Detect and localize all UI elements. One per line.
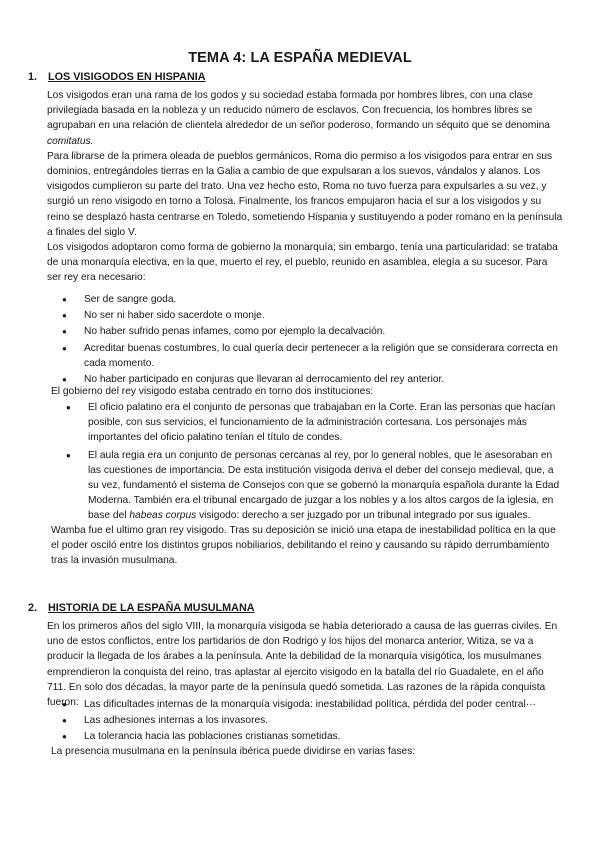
paragraph: Los visigodos eran una rama de los godos y su sociedad estaba formada por hombres libres, con una clase privilegiada basada en la nobleza y un reducido número de esclavos. Con frecuencia, los hombres libres se agrupaban en una relación de clientela alrededor de un señor poderoso, formando un séquito que se denomina comitatus. [47, 90, 550, 147]
section-1-number: 1. [28, 71, 38, 83]
list-item: ● No haber participado en conjuras que llevaran al derrocamiento del rey anterior. [54, 372, 559, 387]
list-item: ● No haber sufrido penas infames, como por ejemplo la decalvación. [54, 324, 559, 339]
section-1-body [47, 88, 563, 286]
instituciones-list [58, 400, 560, 524]
requisitos-list [54, 292, 559, 387]
list-item: ● Ser de sangre goda. [54, 292, 559, 307]
paragraph: Para librarse de la primera oleada de pueblos germánicos, Roma dio permiso a los visigodos para entrar en sus dominios, entregándoles tierras en la Galia a cambio de que expulsaran a los suevos, vándalos y alanos. Los visigodos cumplieron su parte del trato. Una vez hecho esto, Roma no tuvo fuerza para expulsarles a su vez, y surgió un reno visigodo en torno a Tolosa. Finalmente, los francos empujaron hacia el sur a los visigodos y su reino se desplazó hasta centrarse en Toledo, sometiendo Hispania y sustituyendo a poder romano en la península a finales del siglo V. [47, 150, 563, 238]
section-2-number: 2. [28, 602, 38, 614]
section-2-heading [28, 602, 255, 614]
instituciones-list-wrap [58, 400, 560, 524]
list-item: ● No ser ni haber sido sacerdote o monje. [54, 308, 559, 323]
section-1-heading [28, 71, 206, 83]
list-item: ● Las dificultades internas de la monarquía visigoda: inestabilidad política, pérdida del poder central··· [54, 697, 559, 712]
requisitos-list-wrap [54, 292, 559, 387]
list-item: ● Las adhesiones internas a los invasores. [54, 713, 559, 728]
list-item: ● El aula regia era un conjunto de personas cercanas al rey, por lo general nobles, que le asesoraban en las cuestiones de importancia. De esta institución visigoda deriva el deber del consejo medieval, que, a su vez, fundamentó el sistema de Consejos con que se gobernó la monarquía española durante la Edad Moderna. También era el tribunal encargado de juzgar a los nobles y a los altos cargos de la iglesia, en base del habeas corpus visigodo: derecho a ser juzgado por un tribunal integrado por sus iguales. [58, 448, 560, 524]
paragraph: La presencia musulmana en la península ibérica puede dividirse en varias fases: [51, 746, 416, 757]
paragraph: El gobierno del rey visigodo estaba centrado en torno dos instituciones: [51, 386, 374, 397]
list-item: ● El oficio palatino era el conjunto de personas que trabajaban en la Corte. Eran las personas que hacían posible, con sus servicios, el funcionamiento de la administración cortesana. Los personajes más importantes del oficio palatino tenían el título de condes. [58, 400, 560, 446]
term-comitatus: comitatus. [47, 135, 94, 147]
term-habeas-corpus: habeas corpus [129, 510, 197, 522]
list-item: ● Acreditar buenas costumbres, lo cual quería decir pertenecer a la religión que se considerara correcta en cada momento. [54, 341, 559, 371]
razones-list-wrap [54, 697, 559, 745]
paragraph: Los visigodos adoptaron como forma de gobierno la monarquía; sin embargo, tenía una particularidad: se trataba de una monarquía electiva, en la que, muerto el rey, el pueblo, reunido en asamblea, elegía a su sucesor. Para ser rey era necesario: [47, 242, 558, 284]
list-item: ● La tolerancia hacia las poblaciones cristianas sometidas. [54, 729, 559, 744]
instituciones-intro [51, 384, 561, 399]
section-1-title: LOS VISIGODOS EN HISPANIA [48, 71, 206, 83]
razones-list [54, 697, 559, 745]
section-2-title: HISTORIA DE LA ESPAÑA MUSULMANA [48, 602, 255, 614]
fases-intro [51, 744, 561, 759]
paragraph: En los primeros años del siglo VIII, la monarquía visigoda se había deteriorado a causa de las guerras civiles. En uno de estos conflictos, entre los partidarios de don Rodrigo y los hijos del monarca anterior, Witiza, se va a producir la llegada de los árabes a la península. Ante la debilidad de la monarquía visigótica, los musulmanes emprendieron la conquista del reino, tras aplastar al ejercito visigodo en la batalla del río Guadalete, en el año 711. En solo dos décadas, la mayor parte de la península quedó sometida. Las razones de la rápida conquista fueron: [47, 621, 558, 709]
document-title: TEMA 4: LA ESPAÑA MEDIEVAL [188, 50, 412, 66]
paragraph: Wamba fue el ultimo gran rey visigodo. Tras su deposición se inició una etapa de inestabilidad política en la que el poder osciló entre los distintos grupos nobiliarios, debilitando el reino y causando su rápido derrumbamiento tras la invasión musulmana. [51, 525, 556, 567]
wamba-paragraph-wrap [51, 523, 563, 569]
